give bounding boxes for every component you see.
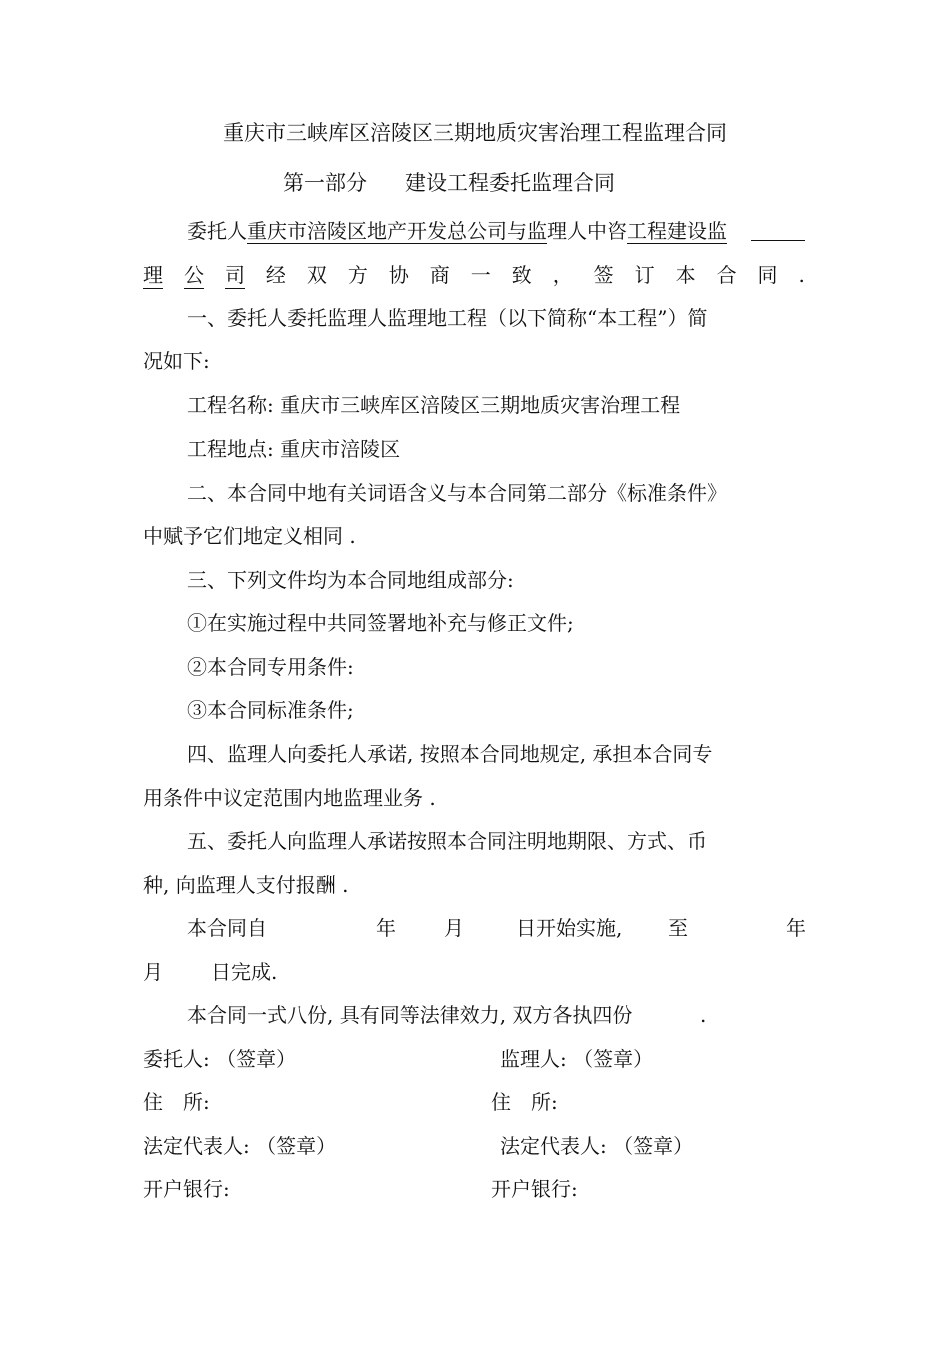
term-year-2: 年 [786,916,806,940]
clause-4-line-2: 用条件中议定范围内地监理业务 . [143,786,436,810]
clause-5-line-2: 种, 向监理人支付报酬 . [143,873,349,897]
list-item-1: ①在实施过程中共同签署地补充与修正文件; [187,611,574,635]
term-start-prefix: 本合同自 [187,916,267,940]
clause-5-line-1: 五、委托人向监理人承诺按照本合同注明地期限、方式、币 [187,829,707,853]
intro-char: 公 [183,263,204,287]
clause-2-line-2: 中赋予它们地定义相同 . [143,524,356,548]
subtitle-part: 第一部分 [283,171,367,195]
intro-char: 商 [429,263,450,287]
intro-char: 经 [265,263,286,287]
supervisor-name: 工程建设监 [627,219,727,243]
intro-char: 合 [716,263,737,287]
client-signature-label: 委托人: （签章） [143,1047,297,1071]
supervisor-signature-label: 监理人: （签章） [500,1047,654,1071]
intro-char: 协 [388,263,409,287]
intro-char: 签 [593,263,614,287]
term-day-start: 日开始实施, [516,916,623,940]
subtitle-text: 建设工程委托监理合同 [405,171,615,195]
project-location: 工程地点: 重庆市涪陵区 [187,437,401,461]
copies-statement: 本合同一式八份, 具有同等法律效力, 双方各执四份 [187,1003,633,1027]
intro-mid-underlined: 监 [527,219,547,243]
intro-char: 司 [224,263,245,287]
term-month-1: 月 [444,916,464,940]
intro-char: 本 [675,263,696,287]
client-address-label: 住 所: [143,1090,210,1114]
intro-line-1 [187,218,727,244]
intro-char: . [798,263,805,287]
client-name: 重庆市涪陵区地产开发总公司与 [247,219,527,243]
client-bank-label: 开户银行: [143,1177,230,1201]
intro-mid: 理人中咨 [547,219,627,243]
clause-3: 三、下列文件均为本合同地组成部分: [187,568,514,592]
intro-prefix: 委托人 [187,219,247,243]
intro-char: 双 [306,263,327,287]
clause-1-line-1: 一、委托人委托监理人监理地工程（以下简称“本工程”）简 [187,306,708,330]
clause-2-line-1: 二、本合同中地有关词语含义与本合同第二部分《标准条件》 [187,481,727,505]
supervisor-bank-label: 开户银行: [491,1177,578,1201]
intro-char: 理 [143,263,163,287]
clause-1-line-2: 况如下: [143,349,210,373]
intro-char: ， [552,263,573,287]
term-day-end: 日完成. [211,960,278,984]
clause-4-line-1: 四、监理人向委托人承诺, 按照本合同地规定, 承担本合同专 [187,742,713,766]
term-year-1: 年 [376,916,396,940]
intro-char: 一 [470,263,491,287]
list-item-3: ③本合同标准条件; [187,698,354,722]
supervisor-address-label: 住 所: [491,1090,558,1114]
document-title: 重庆市三峡库区涪陵区三期地质灾害治理工程监理合同 [223,121,727,145]
term-to: 至 [668,916,688,940]
intro-line-2 [143,262,805,289]
term-month-2: 月 [143,960,163,984]
copies-end: . [700,1003,707,1027]
intro-char: 方 [347,263,368,287]
intro-char: 致 [511,263,532,287]
intro-char: 订 [634,263,655,287]
intro-char: 同 [757,263,778,287]
intro-underline-extension [751,240,805,241]
document-subtitle [283,170,615,196]
project-name: 工程名称: 重庆市三峡库区涪陵区三期地质灾害治理工程 [187,393,681,417]
client-representative-label: 法定代表人: （签章） [143,1134,337,1158]
supervisor-representative-label: 法定代表人: （签章） [500,1134,694,1158]
list-item-2: ②本合同专用条件: [187,655,354,679]
